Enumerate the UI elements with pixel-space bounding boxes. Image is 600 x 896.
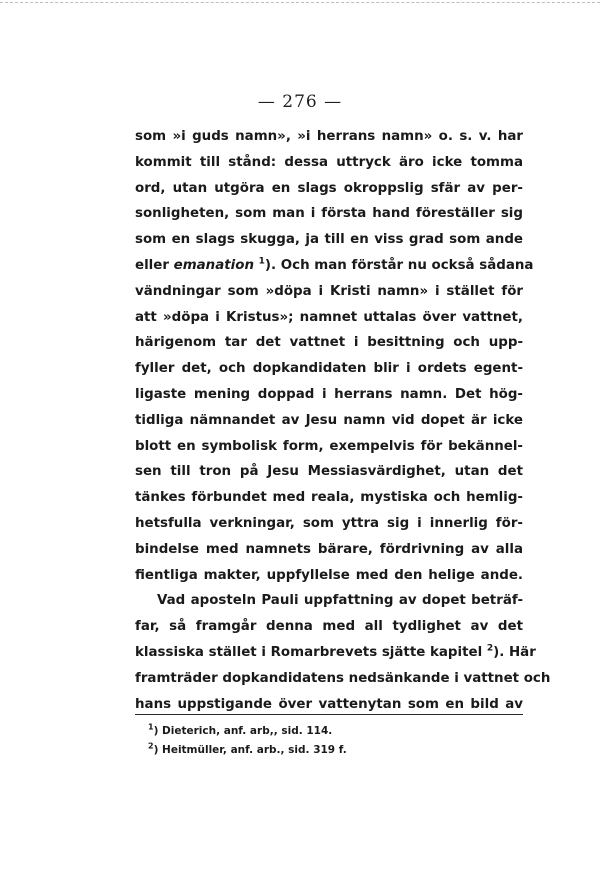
- text-line: kommit till stånd: dessa uttryck äro icke tomma: [135, 154, 523, 170]
- text-line-with-footnote-1: [135, 253, 534, 279]
- footnote-ref-2: 2: [486, 643, 494, 654]
- text-line: far, så framgår denna med all tydlighet av det: [135, 619, 523, 635]
- footnote-text: ) Heitmüller, anf. arb., sid. 319 f.: [153, 744, 347, 756]
- text-line: tänkes förbundet med reala, mystiska och hemlig-: [135, 490, 523, 506]
- footnote-divider: [135, 714, 523, 715]
- body-text: [135, 124, 551, 717]
- text-line: som en slags skugga, ja till en viss grad som ande: [135, 232, 523, 248]
- text-line: fyller det, och dopkandidaten blir i ordets egent-: [135, 361, 523, 377]
- text-line: hans uppstigande över vattenytan som en bild av: [135, 696, 523, 712]
- footnote-mark: 1: [148, 722, 154, 732]
- text-line: vändningar som »döpa i Kristi namn» i stället för: [135, 283, 523, 299]
- text-line: fientliga makter, uppfyllelse med den helige ande.: [135, 567, 523, 583]
- footnote-ref-1: 1: [258, 256, 265, 267]
- footnote-2: [148, 741, 528, 760]
- text-line: framträder dopkandidatens nedsänkande i vattnet och: [135, 670, 551, 686]
- text-line: att »döpa i Kristus»; namnet uttalas över vattnet,: [135, 309, 523, 325]
- footnote-mark: 2: [148, 741, 154, 751]
- paragraph-start-line: Vad aposteln Pauli uppfattning av dopet beträf-: [157, 593, 523, 609]
- text-line: som »i guds namn», »i herrans namn» o. s. v. har: [135, 129, 523, 144]
- text-fragment: eller: [135, 257, 174, 273]
- text-line: sen till tron på Jesu Messiasvärdighet, utan det: [135, 464, 523, 480]
- text-line: ord, utan utgöra en slags okroppslig sfär av per-: [135, 180, 523, 196]
- text-fragment: ). Här: [493, 644, 536, 660]
- page-number: — 276 —: [257, 92, 343, 112]
- text-line: tidliga nämnandet av Jesu namn vid dopet är icke: [135, 412, 523, 428]
- text-line: blott en symbolisk form, exempelvis för bekännel-: [135, 438, 523, 454]
- footnote-1: [148, 722, 528, 741]
- footnote-text: ) Dieterich, anf. arb,, sid. 114.: [153, 725, 333, 737]
- text-line: hetsfulla verkningar, som yttra sig i innerlig för-: [135, 515, 523, 531]
- emphasized-word: emanation: [173, 257, 254, 273]
- scan-top-edge: [0, 2, 600, 3]
- text-fragment: ). Och man förstår nu också sådana: [264, 257, 534, 273]
- text-fragment: klassiska stället i Romarbrevets sjätte kapitel: [135, 644, 487, 660]
- text-line: härigenom tar det vattnet i besittning och upp-: [135, 335, 523, 351]
- footnotes: [148, 722, 528, 760]
- text-line-with-footnote-2: [135, 640, 536, 666]
- text-line: bindelse med namnets bärare, fördrivning av alla: [135, 541, 523, 557]
- text-line: sonligheten, som man i första hand föreställer sig: [135, 206, 523, 222]
- text-line: ligaste mening doppad i herrans namn. Det hög-: [135, 386, 523, 402]
